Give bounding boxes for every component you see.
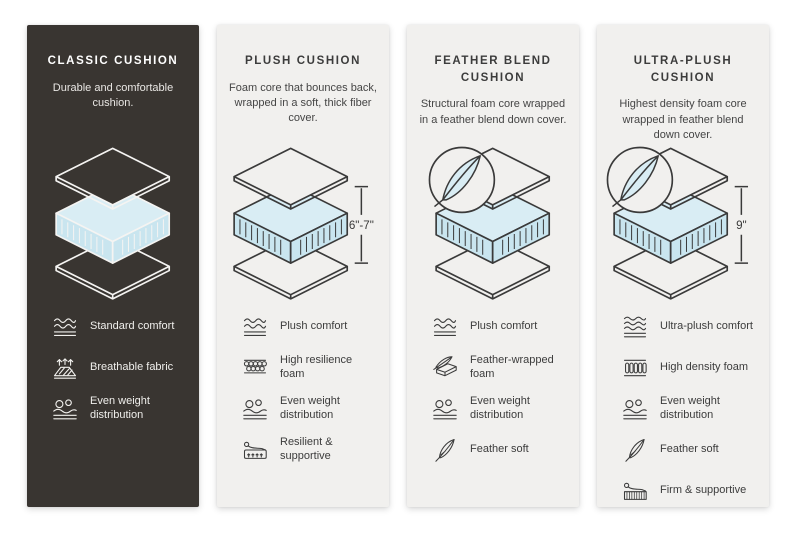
wave-comfort-icon xyxy=(51,313,79,341)
card-description: Durable and comfortable cushion. xyxy=(52,81,174,109)
feature-item xyxy=(51,354,189,382)
card-ultra-plush-cushion xyxy=(597,25,769,507)
feature-label: Plush comfort xyxy=(280,320,348,333)
feature-item xyxy=(241,313,379,341)
feature-label: Ultra-plush comfort xyxy=(660,320,753,333)
feature-item xyxy=(621,313,759,341)
even-weight-distribution-icon xyxy=(51,395,79,423)
card-classic-cushion xyxy=(27,25,199,507)
feature-list xyxy=(37,313,189,423)
feature-item xyxy=(621,395,759,423)
card-title: ULTRA-PLUSH CUSHION xyxy=(633,55,733,84)
resilient-supportive-icon xyxy=(241,436,269,464)
feature-list xyxy=(417,313,569,464)
cushion-layers-illustration xyxy=(417,145,569,303)
feature-list xyxy=(607,313,759,505)
card-title: PLUSH CUSHION xyxy=(244,55,361,67)
feature-item xyxy=(51,313,189,341)
cushion-layers-illustration xyxy=(607,145,759,303)
feature-label: Even weight distribution xyxy=(90,395,150,421)
feather-icon xyxy=(621,436,649,464)
card-description: Highest density foam core wrapped in feather blend down cover. xyxy=(619,98,747,141)
feature-label: Feather soft xyxy=(470,443,529,456)
feature-item xyxy=(431,395,569,423)
feature-label: Plush comfort xyxy=(470,320,538,333)
feature-item xyxy=(51,395,189,423)
feature-item xyxy=(431,354,569,382)
feature-label: Even weight distribution xyxy=(470,395,530,421)
breathable-fabric-icon xyxy=(51,354,79,382)
feature-item xyxy=(241,395,379,423)
feature-item xyxy=(241,436,379,464)
feature-label: Breathable fabric xyxy=(90,361,174,374)
feature-label: Standard comfort xyxy=(90,320,175,333)
layered-cushion-graphic xyxy=(234,148,347,299)
card-title: CLASSIC CUSHION xyxy=(47,55,179,67)
card-feather-blend-cushion xyxy=(407,25,579,507)
feather-wrapped-foam-icon xyxy=(431,354,459,382)
card-title: FEATHER BLEND CUSHION xyxy=(434,55,552,84)
cushion-layers-illustration xyxy=(37,145,189,303)
feature-label: Feather soft xyxy=(660,443,719,456)
feature-label: High density foam xyxy=(660,361,749,374)
cushion-layers-illustration xyxy=(227,145,379,303)
feature-label: High resilience foam xyxy=(280,354,353,380)
feature-label: Feather-wrapped foam xyxy=(470,354,554,380)
height-dimension-label: 6"-7" xyxy=(348,218,374,232)
height-dimension-marker xyxy=(735,187,748,264)
feather-icon xyxy=(431,436,459,464)
foam-bubbles-icon xyxy=(241,354,269,382)
feature-item xyxy=(431,436,569,464)
height-dimension-label: 9" xyxy=(735,218,747,232)
feature-list xyxy=(227,313,379,464)
feature-label: Even weight distribution xyxy=(280,395,340,421)
even-weight-distribution-icon xyxy=(431,395,459,423)
feature-item xyxy=(621,354,759,382)
feature-item xyxy=(241,354,379,382)
ultra-plush-wave-icon xyxy=(621,313,649,341)
even-weight-distribution-icon xyxy=(241,395,269,423)
firm-supportive-icon xyxy=(621,477,649,505)
card-description: Structural foam core wrapped in a feather blend down cover. xyxy=(419,98,567,126)
feature-item xyxy=(431,313,569,341)
card-description: Foam core that bounces back, wrapped in a soft, thick fiber cover. xyxy=(229,81,377,125)
feature-label: Even weight distribution xyxy=(660,395,720,421)
high-density-foam-icon xyxy=(621,354,649,382)
layered-cushion-graphic xyxy=(56,148,169,299)
wave-comfort-icon xyxy=(241,313,269,341)
height-dimension-marker xyxy=(349,187,374,264)
even-weight-distribution-icon xyxy=(621,395,649,423)
feature-item xyxy=(621,477,759,505)
feature-item xyxy=(621,436,759,464)
feature-label: Resilient & supportive xyxy=(280,436,333,462)
wave-comfort-icon xyxy=(431,313,459,341)
feather-callout-circle xyxy=(430,147,495,212)
feather-callout-circle xyxy=(607,147,672,212)
card-plush-cushion xyxy=(217,25,389,507)
feature-label: Firm & supportive xyxy=(660,484,747,497)
